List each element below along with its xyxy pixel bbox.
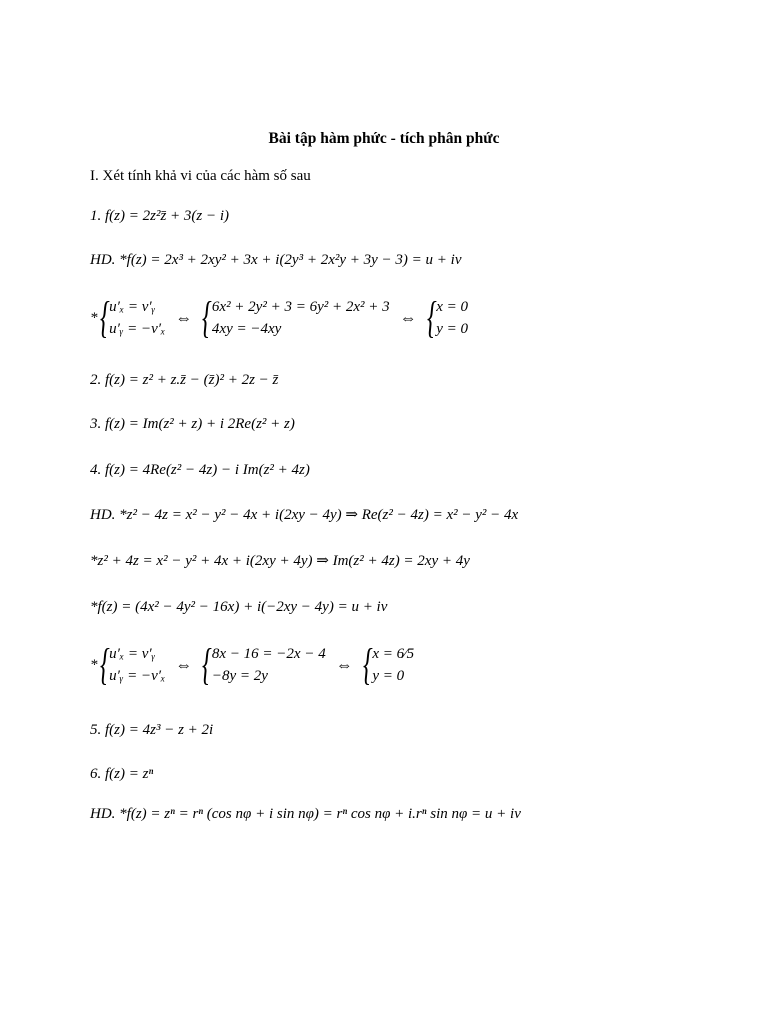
system-1 [90, 293, 469, 342]
iff-icon: ⇔ [399, 308, 417, 327]
solution-stack [436, 296, 468, 340]
hint-1: HD. *f(z) = 2x³ + 2xy² + 3x + i(2y³ + 2x²y + 3y − 3) = u + iv [90, 252, 462, 268]
cauchy-riemann-stack [109, 296, 165, 340]
problem-6: 6. f(z) = zⁿ [90, 766, 154, 782]
solution-1: x = 6⁄5 [372, 646, 415, 662]
brace-icon: { [202, 293, 212, 342]
equation-stack [212, 643, 326, 687]
iff-icon: ⇔ [335, 655, 353, 674]
cr-equation-2: u′ᵧ = −v′ₓ [109, 668, 166, 684]
system-equation-2: 4xy = −4xy [211, 321, 282, 337]
star-mark: * [90, 309, 98, 326]
problem-1: 1. f(z) = 2z²z̄ + 3(z − i) [90, 208, 230, 224]
cr-equation-2: u′ᵧ = −v′ₓ [109, 321, 166, 337]
cauchy-riemann-stack [109, 643, 165, 687]
cr-equation-1: u′ₓ = v′ᵧ [109, 646, 156, 662]
problem-2: 2. f(z) = z² + z.z̄ − (z̄)² + 2z − z̄ [90, 372, 279, 388]
section-heading: I. Xét tính khả vi của các hàm số sau [90, 168, 311, 184]
equation-stack [212, 296, 390, 340]
cr-equation-1: u′ₓ = v′ᵧ [109, 299, 156, 315]
brace-icon: { [99, 640, 110, 689]
system-equation-1: 8x − 16 = −2x − 4 [211, 646, 326, 662]
brace-icon: { [362, 640, 373, 689]
page-title: Bài tập hàm phức - tích phân phức [268, 130, 500, 147]
problem-3: 3. f(z) = Im(z² + z) + i 2Re(z² + z) [90, 416, 295, 432]
solution-2: y = 0 [372, 668, 405, 684]
brace-icon: { [426, 293, 437, 342]
iff-icon: ⇔ [175, 655, 193, 674]
system-equation-2: −8y = 2y [211, 668, 268, 684]
solution-1: x = 0 [436, 299, 469, 315]
system-equation-1: 6x² + 2y² + 3 = 6y² + 2x² + 3 [211, 299, 390, 315]
problem-5: 5. f(z) = 4z³ − z + 2i [90, 722, 214, 738]
hint-6: HD. *f(z) = zⁿ = rⁿ (cos nφ + i sin nφ) = rⁿ cos nφ + i.rⁿ sin nφ = u + iv [90, 806, 521, 822]
hint-4c: *f(z) = (4x² − 4y² − 16x) + i(−2xy − 4y) = u + iv [90, 599, 388, 615]
solution-stack [372, 643, 414, 687]
problem-4: 4. f(z) = 4Re(z² − 4z) − i Im(z² + 4z) [90, 462, 310, 478]
hint-4b: *z² + 4z = x² − y² + 4x + i(2xy + 4y) ⇒ Im(z² + 4z) = 2xy + 4y [90, 553, 470, 569]
star-mark: * [90, 656, 98, 673]
system-2 [90, 640, 415, 689]
solution-2: y = 0 [436, 321, 469, 337]
brace-icon: { [202, 640, 212, 689]
hint-4a: HD. *z² − 4z = x² − y² − 4x + i(2xy − 4y) ⇒ Re(z² − 4z) = x² − y² − 4x [90, 507, 519, 523]
brace-icon: { [99, 293, 110, 342]
iff-icon: ⇔ [175, 308, 193, 327]
